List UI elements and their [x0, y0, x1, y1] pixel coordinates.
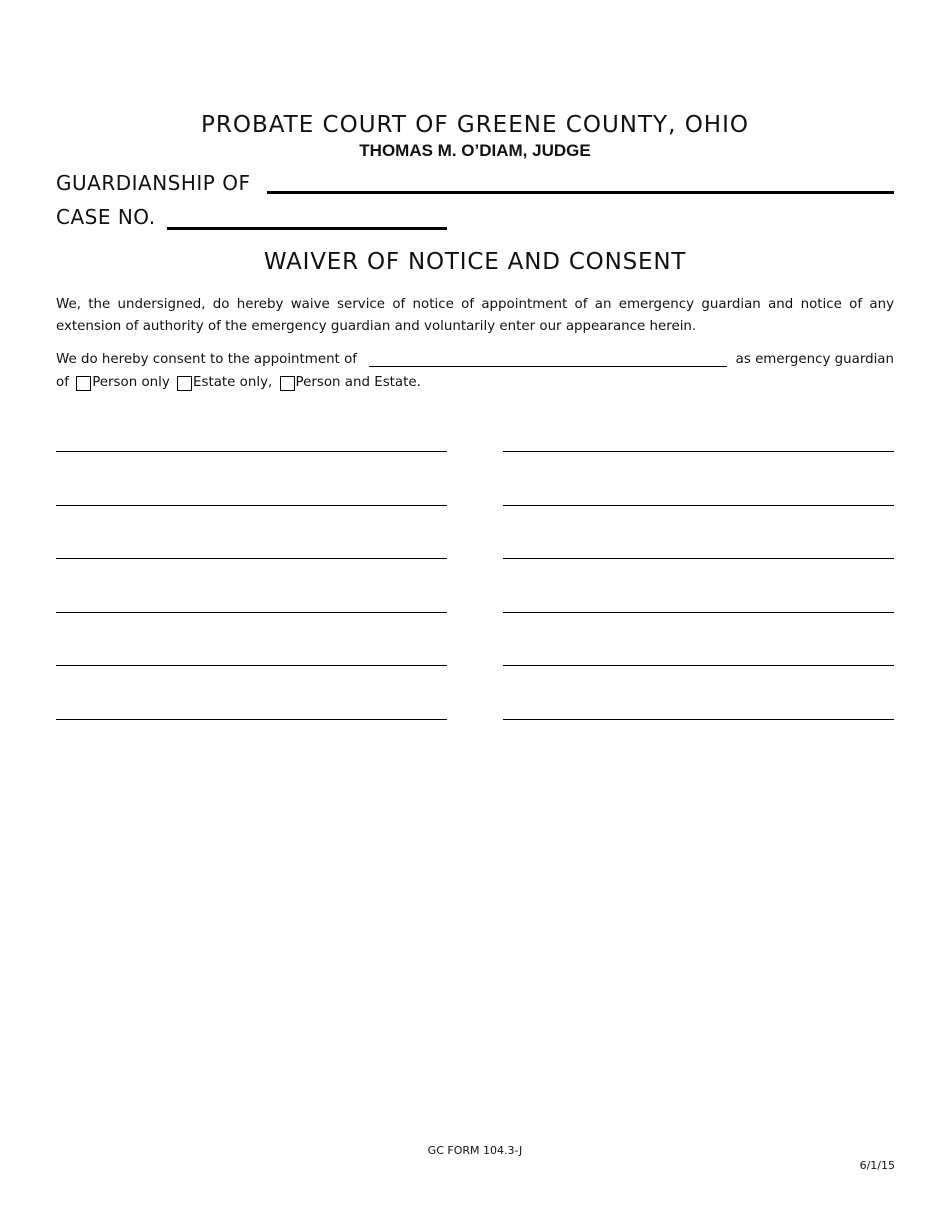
consent-suffix: as emergency guardian — [735, 352, 894, 367]
guardianship-field[interactable] — [267, 191, 894, 194]
signature-line-left-2[interactable] — [56, 505, 447, 506]
signature-line-left-1[interactable] — [56, 451, 447, 452]
judge-name: THOMAS M. O’DIAM, JUDGE — [359, 141, 591, 160]
waiver-paragraph-line-2: extension of authority of the emergency guardian and voluntarily enter our appearance herein. — [56, 319, 697, 334]
signature-line-right-2[interactable] — [503, 505, 894, 506]
signature-line-left-5[interactable] — [56, 665, 447, 666]
case-no-label: CASE NO. — [56, 205, 156, 229]
consent-line — [56, 349, 894, 371]
person-and-estate-checkbox[interactable] — [280, 376, 295, 391]
estate-only-checkbox[interactable] — [177, 376, 192, 391]
revision-date: 6/1/15 — [859, 1159, 895, 1172]
person-only-label: Person only — [92, 375, 170, 390]
consent-prefix: We do hereby consent to the appointment of — [56, 352, 357, 367]
signature-line-right-3[interactable] — [503, 558, 894, 559]
of-label: of — [56, 375, 69, 390]
case-no-field[interactable] — [167, 227, 447, 230]
signature-line-left-4[interactable] — [56, 612, 447, 613]
court-title: PROBATE COURT OF GREENE COUNTY, OHIO — [200, 112, 749, 138]
guardianship-type-options — [56, 372, 421, 394]
form-title: WAIVER OF NOTICE AND CONSENT — [263, 249, 687, 275]
emergency-guardian-name-field[interactable] — [369, 349, 727, 367]
person-only-checkbox[interactable] — [76, 376, 91, 391]
signature-line-left-6[interactable] — [56, 719, 447, 720]
signature-line-right-1[interactable] — [503, 451, 894, 452]
person-and-estate-label: Person and Estate. — [295, 375, 421, 390]
guardianship-label: GUARDIANSHIP OF — [56, 171, 251, 195]
estate-only-label: Estate only, — [193, 375, 273, 390]
waiver-paragraph-line-1: We, the undersigned, do hereby waive service of notice of appointment of an emergency guardian and notice of any — [56, 297, 894, 312]
signature-line-left-3[interactable] — [56, 558, 447, 559]
signature-line-right-5[interactable] — [503, 665, 894, 666]
signature-line-right-4[interactable] — [503, 612, 894, 613]
signature-line-right-6[interactable] — [503, 719, 894, 720]
form-number: GC FORM 104.3-J — [427, 1144, 523, 1157]
